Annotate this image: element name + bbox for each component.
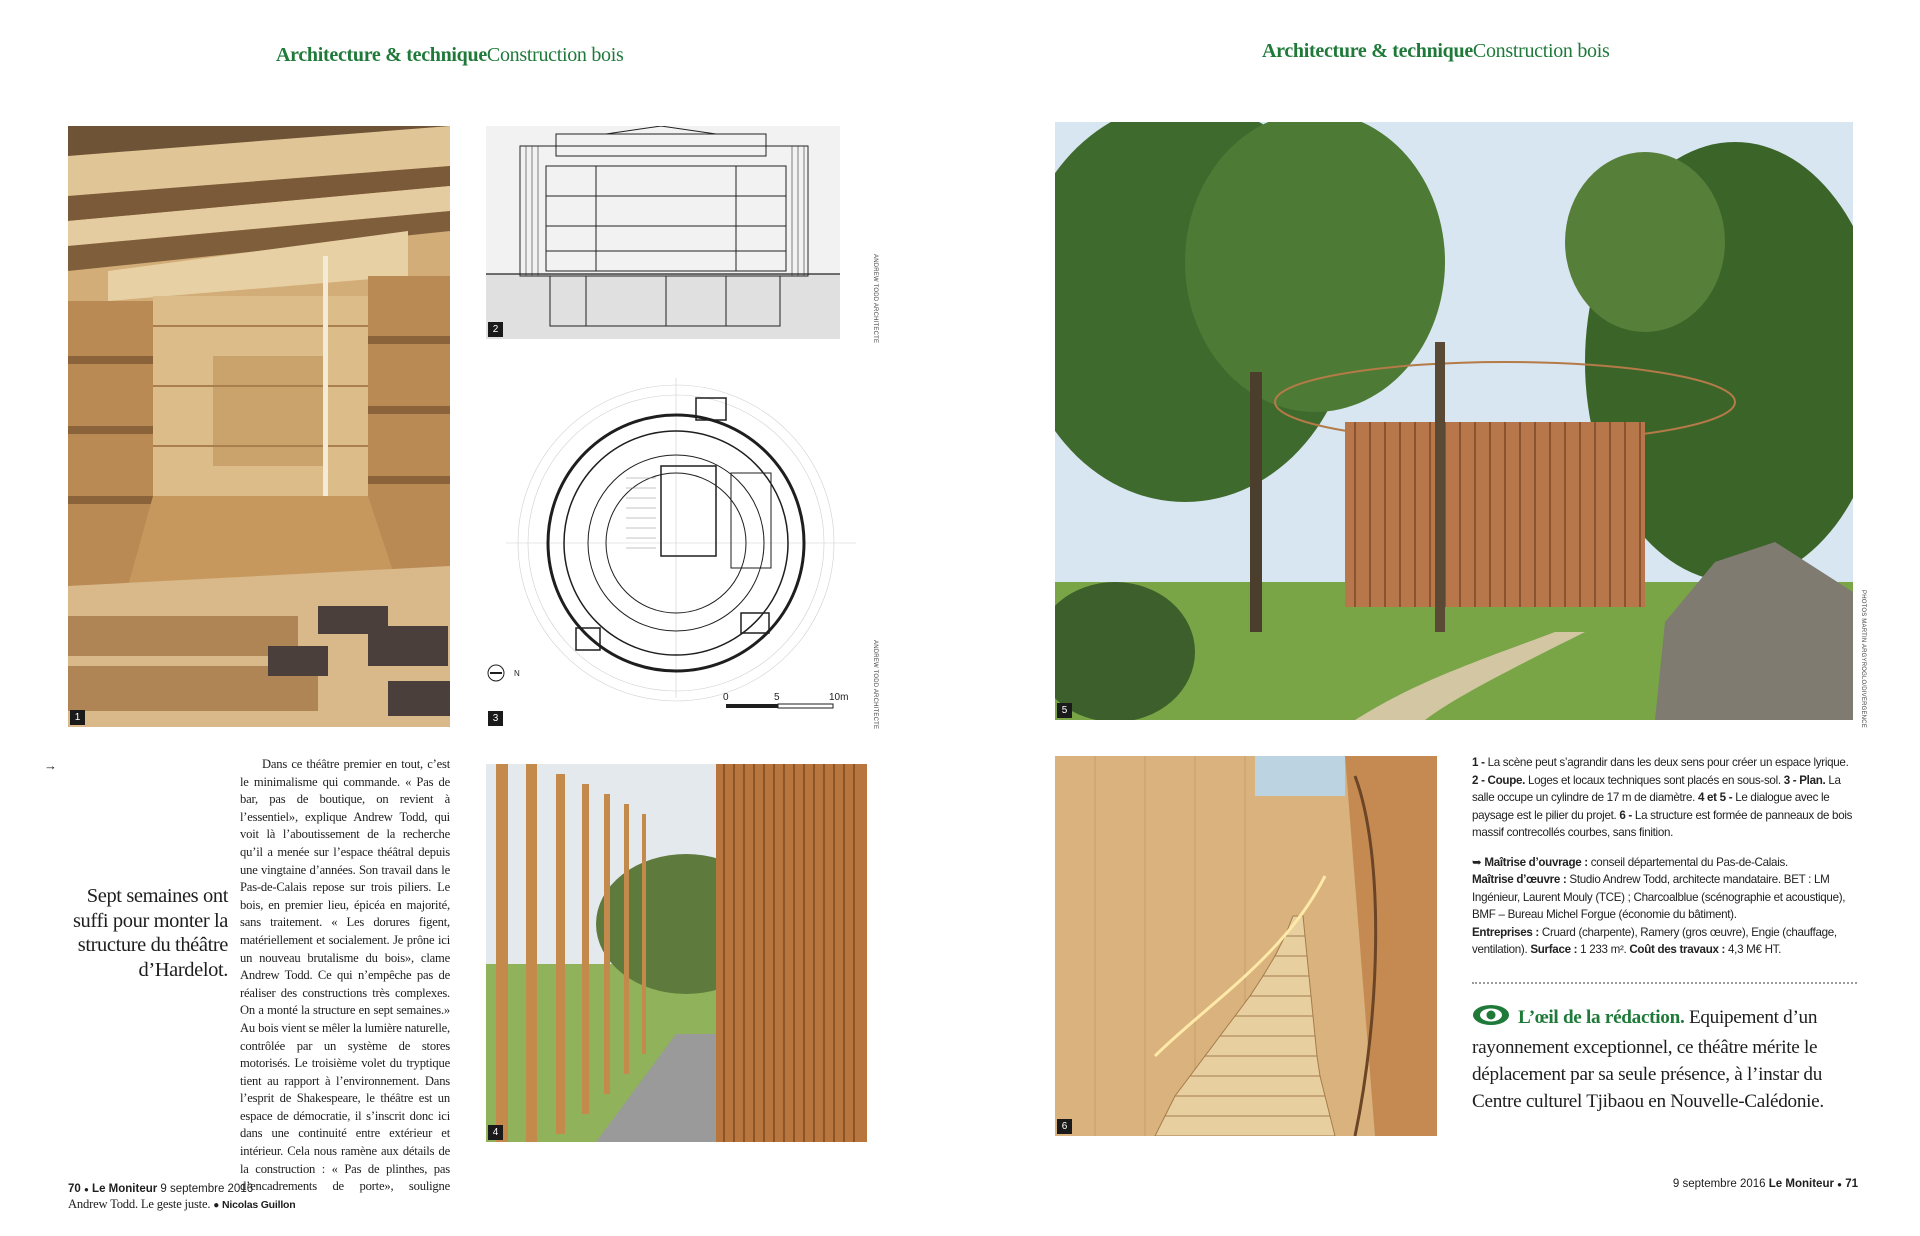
pull-quote: Sept semaines ont suffi pour monter la structure du théâtre d’Hardelot. — [72, 885, 228, 981]
caption-1-label: 1 - — [1472, 756, 1488, 769]
section-subtitle: Construction bois — [1472, 40, 1610, 62]
wooden-slats-illustration — [486, 764, 867, 1142]
figure-number-1: 1 — [70, 710, 85, 725]
surface-text: 1 233 m². — [1577, 943, 1630, 956]
credits-arrow-icon: ➥ — [1472, 855, 1482, 869]
right-folio — [1673, 1178, 1858, 1190]
drawing-plan — [486, 378, 876, 728]
page-number-right: 71 — [1845, 1178, 1858, 1190]
contractors-text: Cruard (charpente), Ramery (gros œuvre), Engie (chauffage, ventilation). — [1472, 925, 1837, 956]
article-paragraph — [68, 756, 450, 1214]
credit-figure-2: ANDREW TODD ARCHITECTE — [872, 254, 878, 344]
scale-label-5: 5 — [774, 692, 780, 703]
page-number-left: 70 — [68, 1183, 81, 1195]
left-folio — [68, 1183, 253, 1195]
staircase-illustration — [1055, 756, 1437, 1136]
section-title: Architecture & technique — [1262, 40, 1473, 62]
photo-theatre-exterior — [1055, 122, 1853, 720]
folio-bullet: ● — [1837, 1180, 1842, 1189]
photo-staircase — [1055, 756, 1437, 1136]
figure-captions — [1472, 754, 1857, 842]
photo-wooden-slats — [486, 764, 867, 1142]
article-body — [68, 756, 450, 1214]
owner-label: Maîtrise d’ouvrage : — [1484, 855, 1588, 869]
caption-45-text: Le dialogue avec le paysage est le pilier du projet. — [1472, 791, 1830, 822]
theatre-exterior-illustration — [1055, 122, 1853, 720]
cost-text: 4,3 M€ HT. — [1725, 943, 1782, 956]
folio-bullet: ● — [84, 1185, 89, 1194]
publication-date: 9 septembre 2016 — [1672, 1178, 1766, 1190]
figure-number-2: 2 — [488, 322, 503, 337]
credit-figure-3: ANDREW TODD ARCHITECTE — [872, 640, 878, 730]
figure-number-4: 4 — [488, 1125, 503, 1140]
scale-bar — [723, 692, 848, 708]
owner-text: conseil départemental du Pas-de-Calais. — [1587, 855, 1788, 869]
scale-label-0: 0 — [723, 692, 729, 703]
designer-label: Maîtrise d’œuvre : — [1472, 873, 1567, 886]
section-title: Architecture & technique — [276, 44, 487, 66]
section-subtitle: Construction bois — [486, 44, 624, 66]
editor-eye-title: L’œil de la rédaction. — [1518, 1007, 1685, 1028]
figure-number-5: 5 — [1057, 703, 1072, 718]
caption-6-text: La structure est formée de panneaux de bois massif contrecollés courbes, sans finition. — [1472, 808, 1853, 839]
caption-3-label: 3 - Plan. — [1783, 773, 1829, 787]
editor-eye-block — [1472, 1004, 1857, 1115]
designer-text: Studio Andrew Todd, architecte mandataire. BET : LM Ingénieur, Laurent Mouly (TCE) ; Charcoalblue (scénographie et acoustique), BMF – Bureau Michel Forgue (économie du bâtiment). — [1472, 873, 1846, 921]
dotted-separator — [1472, 982, 1857, 984]
eye-icon — [1472, 1004, 1510, 1034]
theatre-interior-illustration — [68, 126, 450, 727]
caption-1-text: La scène peut s’agrandir dans les deux sens pour créer un espace lyrique. — [1487, 756, 1849, 769]
article-text: Dans ce théâtre premier en tout, c’est le minimalisme qui commande. « Pas de bar, pas de boutique, on revient à l’essentiel», explique Andrew Todd, qui voit là l’aboutissement de la recherche qu’il a menée sur l’espace théâtral depuis une vingtaine d’années. Son travail dans le Pas-de-Calais repose sur trois piliers. Le bois, en premier lieu, épicéa en majorité, sans traitement. « Les dorures figent, matériellement et socialement. Je prône ici un nouveau brutalisme du bois», clame Andrew Todd. Ce qui n’empêche pas de réaliser des constructions très complexes. On a monté la structure en sept semaines.» Au bois vient se mêler la lumière naturelle, contrôlée par un système de stores motorisés. Le troisième volet du tryptique tient au rapport à l’environnement. Dans l’esprit de Shakespeare, le théâtre est un espace de démocratie, il s’inscrit donc ici dans une continuité entre extérieur et intérieur. Cela nous ramène aux détails de la construction : « Pas de plinthes, pas d’encadrements de porte», souligne Andrew Todd. Le geste juste. — [68, 757, 450, 1211]
continue-arrow: → — [44, 758, 57, 773]
photo-theatre-interior — [68, 126, 450, 727]
credit-figure-5: PHOTOS MARTIN ARGYROGLO/DIVERGENCE — [1860, 590, 1866, 728]
north-arrow — [488, 665, 520, 681]
cost-label: Coût des travaux : — [1629, 943, 1726, 956]
captions-block — [1472, 754, 1857, 959]
right-page-header — [1262, 40, 1609, 63]
caption-6-label: 6 - — [1619, 808, 1635, 822]
caption-45-label: 4 et 5 - — [1697, 791, 1736, 804]
north-label: N — [514, 669, 520, 678]
left-page-header — [276, 44, 623, 67]
publication-date: 9 septembre 2016 — [160, 1183, 254, 1195]
publication-name: Le Moniteur — [1768, 1178, 1834, 1190]
figure-number-3: 3 — [488, 711, 503, 726]
editor-eye-body: Equipement d’un rayonnement exceptionnel, ce théâtre mérite le déplacement par sa seule présence, à l’instar du Centre culturel Tjibaou en Nouvelle-Calédonie. — [1472, 1007, 1824, 1112]
author-name: Nicolas Guillon — [222, 1198, 296, 1211]
publication-name: Le Moniteur — [92, 1183, 158, 1195]
scale-label-10: 10m — [829, 692, 849, 703]
drawing-section — [486, 126, 840, 339]
contractors-label: Entreprises : — [1472, 925, 1539, 939]
project-credits — [1472, 854, 1857, 959]
section-drawing-illustration — [486, 126, 840, 339]
caption-2-text: Loges et locaux techniques sont placés en sous-sol. — [1527, 773, 1784, 787]
surface-label: Surface : — [1530, 943, 1578, 956]
figure-number-6: 6 — [1057, 1119, 1072, 1134]
plan-drawing-illustration — [486, 378, 876, 728]
caption-3-text: La salle occupe un cylindre de 17 m de diamètre. — [1472, 773, 1841, 804]
editor-eye-text — [1472, 1004, 1857, 1115]
caption-2-label: 2 - Coupe. — [1472, 773, 1528, 787]
end-mark: ● — [213, 1199, 220, 1211]
